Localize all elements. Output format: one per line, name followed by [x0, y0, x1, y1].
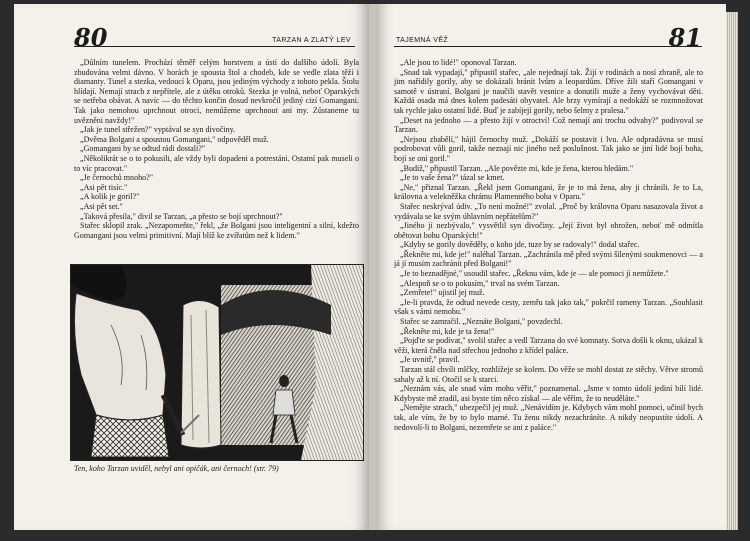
illustration: [70, 264, 364, 461]
paragraph: „Gomangani by se odtud rádi dostali?": [80, 144, 206, 154]
paragraph: „Nejsou zbabělí," hájil černochy muž. „Dokáží se postavit i lvu. Ale odpradávna se musí podrobovat vůli goril, takže neznají nic jiného než poslušnost. Tak jako se jiní lidé bojí boha, bojí se oni goril.": [394, 134, 703, 163]
page-number: 80: [74, 23, 108, 52]
running-head: TAJEMNÁ VĚŽ: [396, 37, 449, 44]
right-page: [376, 4, 726, 530]
paragraph: „Jiného jí nezbývalo," vysvětlil syn divočiny. „Její život byl ohrožen, neboť mě odmítla obětovat bohu Oparských!": [394, 221, 703, 240]
paragraph: „Jak je tunel střežen?" vyptával se syn divočiny.: [80, 125, 236, 135]
illustration-caption: Ten, koho Tarzan uviděl, nebyl ani opičák, ani černoch! (str. 79): [74, 464, 279, 473]
paragraph: „Je černochů mnoho?": [80, 173, 153, 183]
paragraph: „Asi pět set.": [80, 201, 123, 211]
paragraph: „Několikrát se o to pokusili, ale vždy byli dopadeni a potrestáni. Ostatní pak museli o to víc pracovat.": [74, 153, 359, 173]
right-page-text: [394, 58, 703, 432]
paragraph: „Budiž," připustil Tarzan. „Ale povězte mi, kde je žena, kterou hledám.": [400, 163, 634, 173]
page-number: 81: [668, 23, 702, 52]
left-page-header: [74, 23, 355, 52]
paragraph: „Kdyby se gorily dověděly, o koho jde, tuze by se radovaly!" dodal stařec.: [400, 240, 640, 250]
paragraph: „Neznám vás, ale snad vám mohu věřit," poznamenal. „Jsme v tomto údolí jediní bílí lidé. Kdybyste mě zradil, asi byste tím něco získal — ale věřím, že to neuděláte.": [394, 384, 703, 403]
paragraph: „Je uvnitř," pravil.: [400, 355, 460, 365]
paragraph: „Deset na jednoho — a přesto žijí v otroctví! Což nemají ani trochu odvahy?" podivoval se Tarzan.: [394, 115, 703, 135]
left-page-text: [74, 58, 359, 240]
paragraph: Stařec neskrýval údiv. „To není možné!" zvolal. „Proč by královna Oparu nasazovala život a vydávala se ke svým úhlavním nepřátelům?": [394, 201, 703, 221]
paragraph: „Ne," přiznal Tarzan. „Řekl jsem Gomangani, že je to má žena, aby ji chránili. Je to La, královna a velekněžka chrámu Plamenného boha v Oparu.": [394, 182, 703, 202]
paragraph: „A kolik je goril?": [80, 192, 140, 202]
paragraph: „Důlním tunelem. Prochází těměř celým horstvem a ústí do dalšího údolí. Byla zbudována velmi dávno. V horách je spousta štol a chodeb, kde se vedle zlata těží i diamanty. Tunel a stezka, vedoucí k Oparu, jsou jediným východy z tohoto pekla. Štolu hlídají. Nemají strach z nepřítele, ale z útěku otroků. Stezka je volná, neboť Oparských se netřeba obávat. A navíc — do těchto končin dosud nevkročil jediný cizí Gomangani. Tak jako nemohou uprchnout otroci, nemůžeme uprchnout ani my. Zůstaneme tu uvězněni navždy!": [74, 58, 359, 125]
paragraph: „Je to vaše žena?" tázal se kmet.: [400, 173, 505, 183]
paragraph: „Zemřete!" ujistil jej muž.: [400, 288, 485, 298]
page-edges: [726, 12, 738, 530]
paragraph: „Asi pět tisíc.": [80, 182, 128, 192]
gutter: [369, 4, 376, 530]
paragraph: Stařec sklopil zrak. „Nezapomeňte," řekl, „že Bolgani jsou inteligentní a silní, kdežto Gomangani jsou velmi primitivní. Mají blíž ke zvířatům než k lidem.": [74, 221, 359, 240]
paragraph: Stařec se zamračil. „Neznáte Bolgani," povzdechl.: [400, 317, 563, 327]
paragraph: „Taková přesila," divil se Tarzan, „a přesto se bojí uprchnout?": [80, 211, 283, 221]
paragraph: „Alespoň se o to pokusím," trval na svém Tarzan.: [400, 278, 560, 288]
book-spread: [14, 4, 726, 530]
paragraph: „Nemějte strach," ubezpečil jej muž. „Nenávidím je. Kdybych vám mohl pomoci, učinil bych tak, ale vím, že by to bylo marné. Tu ženu nikdy nezachráníte. A nikdy neopustíte údolí. A nedovolí-li to Bolgani, nezemřete se ani z paláce.": [394, 403, 703, 432]
paragraph: „Ale jsou to lidé!" oponoval Tarzan.: [400, 58, 517, 67]
paragraph: „Je-li pravda, že odtud nevede cesty, zemřu tak jako tak," pokrčil rameny Tarzan. „Souhlasit však s vámi nemohu.": [394, 297, 703, 317]
paragraph: „Je to beznadějné," usoudil stařec. „Řeknu vám, kde je — ale pomoci jí nemůžete.": [400, 269, 669, 279]
paragraph: Tarzan stál chvíli mlčky, rozhlížeje se kolem. Do věže se mohl dostat ze stěchy. Větve stromů sahaly až k ní. Otočil se k starci.: [394, 365, 703, 384]
paragraph: „Řekněte mi, kde je ta žena!": [400, 326, 495, 336]
running-head: TARZAN A ZLATÝ LEV: [272, 37, 351, 44]
paragraph: „Dvěma Bolgani a spoustou Gomangani," odpověděl muž.: [80, 134, 269, 144]
paragraph: „Řekněte mi, kde je!" naléhal Tarzan. „Zachránila mě před svými šílenými soukmenovci — a já jí musím zachránit před Bolgani!": [394, 249, 703, 269]
paragraph: „Snad tak vypadají," připustil stařec, „ale nejednají tak. Žijí v rodinách a nosí zbraně, ale to jim nařídily gorily, aby se dokázali bránit lvům a leopardům. Dříve žili staří Gomangani v samotě v ústraní. Bolgani je naučili stavět vesnice a donutili muže a ženy vychovávat děti. Každá osada má dnes kolem padesáti obyvatel. Ale brzy vymírají a nedokáží se rozmnožovat tak rychle jako ostatní lidé. Buď je zabíjejí gorily, nebo šelmy z pralesa.": [394, 67, 703, 115]
right-page-header: [394, 23, 702, 52]
paragraph: „Pojďte se podívat," svolil stařec a vedl Tarzana do své komnaty. Sotva došli k oknu, ukázal k věži, která čněla nad střechou jednoho z křídel paláce.: [394, 336, 703, 355]
